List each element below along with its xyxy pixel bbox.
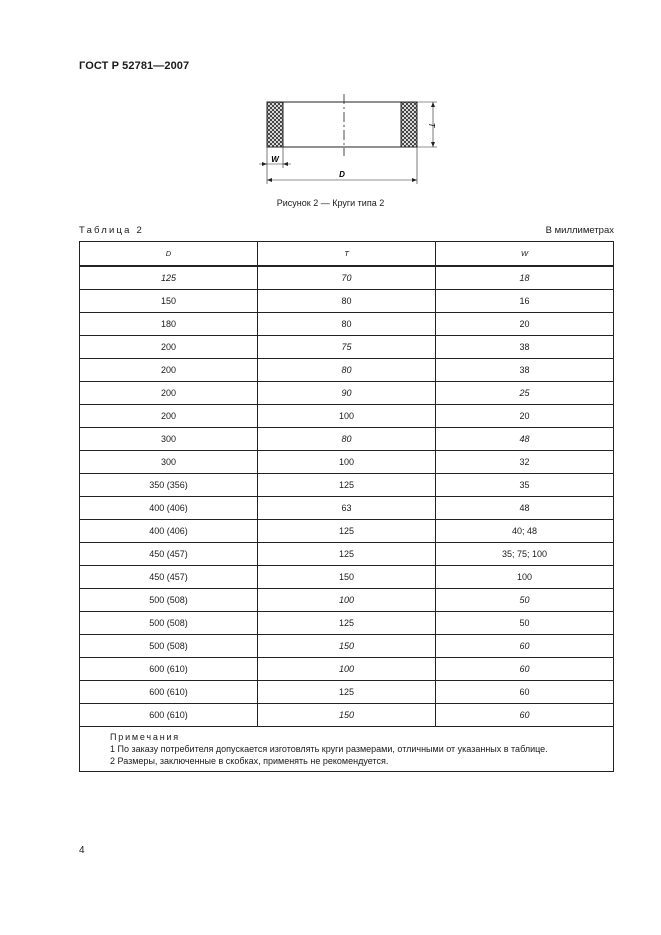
- table-row: [80, 566, 614, 589]
- cell-t: 75: [258, 336, 436, 359]
- dimension-w-label: W: [271, 155, 279, 164]
- cell-t: 63: [258, 497, 436, 520]
- table-row: [80, 313, 614, 336]
- cell-w: 25: [436, 382, 614, 405]
- cell-w: 35; 75; 100: [436, 543, 614, 566]
- cell-t: 125: [258, 543, 436, 566]
- wheel-type-2-drawing: [255, 92, 445, 187]
- table-row: [80, 704, 614, 727]
- table-row: [80, 658, 614, 681]
- figure-caption: Рисунок 2 — Круги типа 2: [276, 198, 385, 208]
- cell-w: 32: [436, 451, 614, 474]
- cell-w: 38: [436, 336, 614, 359]
- dimension-w: [259, 147, 291, 184]
- cell-t: 125: [258, 612, 436, 635]
- cell-d: 180: [80, 313, 258, 336]
- cell-d: 300: [80, 451, 258, 474]
- cell-w: 60: [436, 704, 614, 727]
- dimensions-table: [79, 241, 614, 772]
- cell-t: 100: [258, 451, 436, 474]
- column-header-w: W: [436, 242, 614, 267]
- cell-d: 500 (508): [80, 635, 258, 658]
- cell-d: 500 (508): [80, 612, 258, 635]
- cell-w: 20: [436, 313, 614, 336]
- table-row: [80, 497, 614, 520]
- cell-t: 100: [258, 405, 436, 428]
- page-number: 4: [79, 845, 85, 856]
- cell-w: 38: [436, 359, 614, 382]
- cell-d: 200: [80, 382, 258, 405]
- cell-d: 150: [80, 290, 258, 313]
- note-2: 2 Размеры, заключенные в скобках, применять не рекомендуется.: [110, 756, 389, 766]
- cell-d: 350 (356): [80, 474, 258, 497]
- cell-t: 150: [258, 704, 436, 727]
- cell-t: 100: [258, 589, 436, 612]
- table-row: [80, 681, 614, 704]
- cell-w: 48: [436, 497, 614, 520]
- notes-cell: [80, 727, 614, 772]
- cell-t: 80: [258, 428, 436, 451]
- cell-d: 450 (457): [80, 566, 258, 589]
- table-row: [80, 474, 614, 497]
- cell-w: 60: [436, 658, 614, 681]
- table-row: [80, 336, 614, 359]
- cell-w: 16: [436, 290, 614, 313]
- cell-d: 200: [80, 336, 258, 359]
- table-row: [80, 405, 614, 428]
- column-header-t: T: [258, 242, 436, 267]
- cell-d: 500 (508): [80, 589, 258, 612]
- cell-d: 300: [80, 428, 258, 451]
- dimension-t: [417, 102, 437, 147]
- notes-title: Примечания: [110, 732, 180, 742]
- dimension-d-label: D: [339, 170, 345, 179]
- cell-t: 80: [258, 290, 436, 313]
- cell-t: 80: [258, 313, 436, 336]
- cell-d: 200: [80, 359, 258, 382]
- cell-t: 80: [258, 359, 436, 382]
- cell-d: 600 (610): [80, 681, 258, 704]
- note-1: 1 По заказу потребителя допускается изготовлять круги размерами, отличными от указанных в таблице.: [110, 744, 548, 754]
- cell-d: 125: [80, 266, 258, 290]
- cell-d: 400 (406): [80, 497, 258, 520]
- dimension-t-label: T: [427, 122, 436, 128]
- cell-t: 150: [258, 566, 436, 589]
- cell-d: 400 (406): [80, 520, 258, 543]
- cell-w: 100: [436, 566, 614, 589]
- cell-t: 70: [258, 266, 436, 290]
- cell-d: 200: [80, 405, 258, 428]
- cell-w: 60: [436, 635, 614, 658]
- table-body: [80, 266, 614, 727]
- table-row: [80, 428, 614, 451]
- cell-d: 600 (610): [80, 704, 258, 727]
- table-row: [80, 635, 614, 658]
- cell-w: 40; 48: [436, 520, 614, 543]
- table-row: [80, 290, 614, 313]
- table-row: [80, 612, 614, 635]
- cell-d: 450 (457): [80, 543, 258, 566]
- cell-w: 18: [436, 266, 614, 290]
- table-row: [80, 266, 614, 290]
- dimension-d: [267, 147, 417, 184]
- cell-w: 60: [436, 681, 614, 704]
- table-row: [80, 589, 614, 612]
- cell-t: 125: [258, 474, 436, 497]
- table-row: [80, 451, 614, 474]
- table-row: [80, 359, 614, 382]
- cell-t: 90: [258, 382, 436, 405]
- units-label: В миллиметрах: [545, 225, 614, 236]
- table-label: Таблица 2: [79, 225, 144, 236]
- cell-w: 20: [436, 405, 614, 428]
- table-header-row: [80, 242, 614, 267]
- table-row: [80, 543, 614, 566]
- cell-t: 125: [258, 520, 436, 543]
- cell-d: 600 (610): [80, 658, 258, 681]
- document-id: ГОСТ Р 52781—2007: [79, 60, 190, 72]
- cell-t: 100: [258, 658, 436, 681]
- cell-w: 50: [436, 612, 614, 635]
- cell-t: 125: [258, 681, 436, 704]
- notes-row: [80, 727, 614, 772]
- wheel-cross-section: [267, 102, 417, 147]
- column-header-d: D: [80, 242, 258, 267]
- cell-w: 50: [436, 589, 614, 612]
- cell-w: 35: [436, 474, 614, 497]
- table-row: [80, 520, 614, 543]
- table-row: [80, 382, 614, 405]
- cell-t: 150: [258, 635, 436, 658]
- cell-w: 48: [436, 428, 614, 451]
